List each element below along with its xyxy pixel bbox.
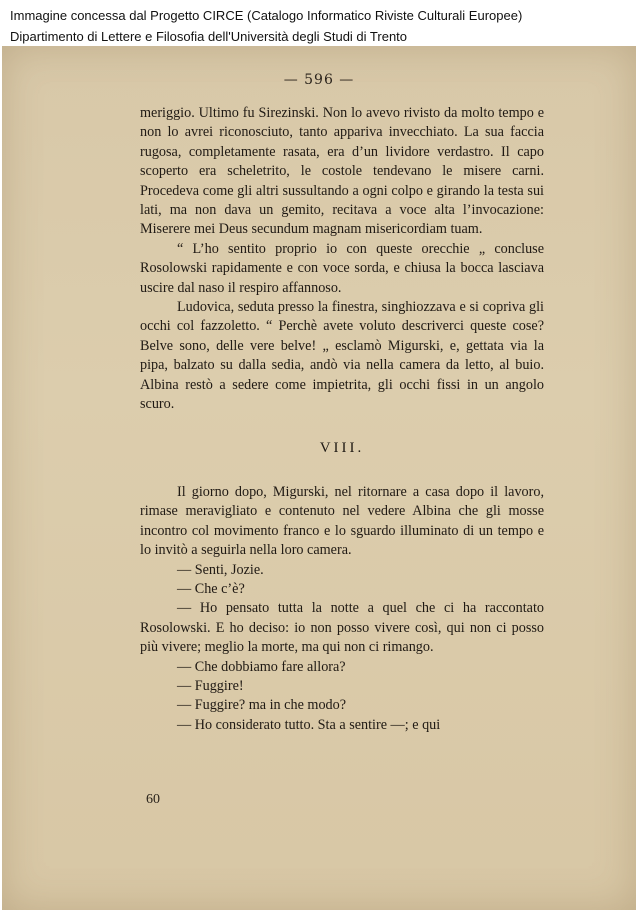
page-body-text bbox=[140, 104, 544, 735]
paragraph: meriggio. Ultimo fu Sirezinski. Non lo avevo rivisto da molto tempo e non lo avrei riconosciuto, tanto appariva invecchiato. La sua faccia rugosa, completamente rasata, era d’un lividore verdastro. Il capo scoperto era scheletrito, le costole tendevano le misere carni. Procedeva come gli altri sussultando a ogni colpo e girando la testa sui lati, ma non dava un gemito, recitava a voce alta l’invocazione: Miserere mei Deus secundum magnam misericordiam tuam. bbox=[140, 105, 544, 238]
dialogue-line: — Ho considerato tutto. Sta a sentire —; e qui bbox=[177, 716, 441, 733]
chapter-heading: VIII. bbox=[319, 439, 365, 456]
dialogue-line: — Ho pensato tutta la notte a quel che ci ha raccontato Rosolowski. E ho deciso: io non posso vivere così, qui non ci posso più vivere; meglio la morte, ma qui non ci rimango. bbox=[140, 600, 544, 656]
credit-line-2: Dipartimento di Lettere e Filosofia dell'Università degli Studi di Trento bbox=[10, 29, 408, 44]
credit-line-1: Immagine concessa dal Progetto CIRCE (Catalogo Informatico Riviste Culturali Europee) bbox=[10, 8, 523, 23]
signature-number: 60 bbox=[146, 792, 160, 807]
dialogue-line: — Che dobbiamo fare allora? bbox=[177, 658, 346, 675]
dialogue-line: — Fuggire! bbox=[177, 677, 244, 694]
paragraph: “ L’ho sentito proprio io con queste orecchie „ concluse Rosolowski rapidamente e con voce sorda, e chiusa la bocca lasciava uscire dal naso il respiro affannoso. bbox=[140, 240, 544, 296]
scanned-book-page bbox=[2, 46, 636, 910]
dialogue-line: — Fuggire? ma in che modo? bbox=[177, 697, 347, 714]
running-page-number: — 596 — bbox=[283, 72, 355, 88]
image-credit-banner bbox=[0, 0, 640, 50]
dialogue-line: — Che c’è? bbox=[177, 580, 245, 597]
paragraph: Ludovica, seduta presso la finestra, singhiozzava e si copriva gli occhi col fazzoletto. “ Perchè avete voluto descriverci queste cose? Belve sono, delle vere belve! „ esclamò Migurski, e, gettata via la pipa, balzato su dalla sedia, andò via nella camera da letto, al buio. Albina restò a sedere come impietrita, gli occhi fissi in un angolo scuro. bbox=[140, 299, 544, 413]
paragraph: Il giorno dopo, Migurski, nel ritornare a casa dopo il lavoro, rimase meravigliato e contenuto nel vedere Albina che gli mosse incontro col movimento franco e lo sguardo illuminato di un tempo e lo invitò a seguirla nella loro camera. bbox=[140, 483, 544, 559]
dialogue-line: — Senti, Jozie. bbox=[177, 561, 264, 578]
